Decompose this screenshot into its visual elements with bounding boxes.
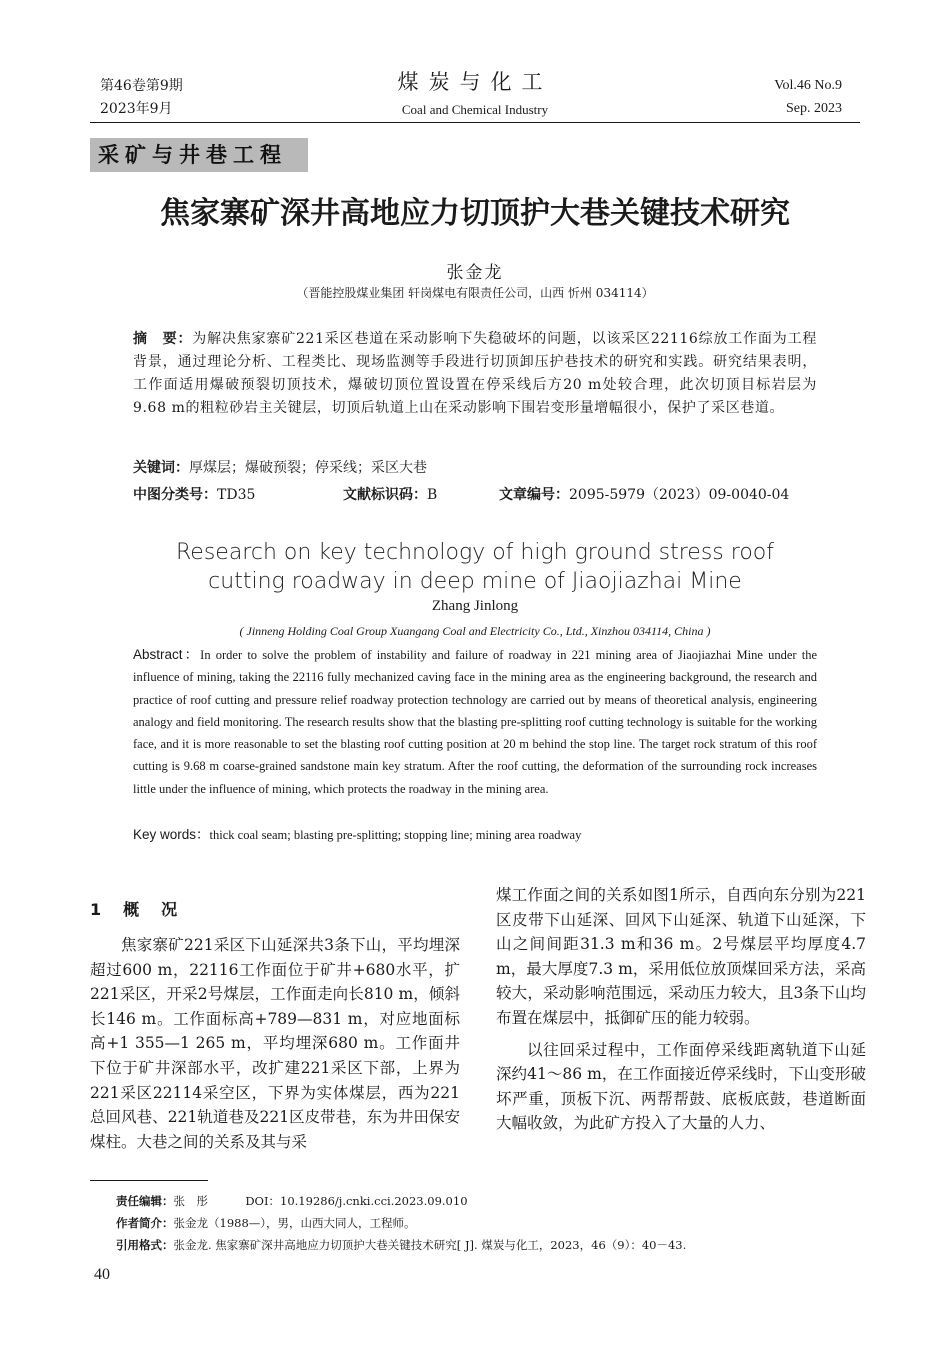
footnote-citation: 引用格式：张金龙. 焦家寨矿深井高地应力切顶护大巷关键技术研究[ J]. 煤炭与化工，2023，46（9）：40－43. [116,1238,687,1252]
doi-label: DOI： [245,1194,281,1208]
paper-title-cn: 焦家寨矿深井高地应力切顶护大巷关键技术研究 [160,196,790,231]
title-en-line-1: Research on key technology of high ground stress roof [176,540,774,565]
doc-code: 文献标识码：B [343,487,438,503]
abstract-en-label: Abstract： [133,647,201,662]
keywords-cn-text: 厚煤层；爆破预裂；停采线；采区大巷 [189,460,427,476]
body-column-right [496,883,866,1136]
author-cn: 张金龙 [446,263,504,283]
keywords-cn [133,457,427,480]
keywords-en-label: Key words： [133,827,210,842]
abstract-cn-label: 摘 要： [133,331,193,347]
section-tag: 采矿与井巷工程 [90,138,308,172]
author-en: Zhang Jinlong [431,598,519,614]
keywords-en-text: thick coal seam; blasting pre-splitting; stopping line; mining area roadway [209,828,582,842]
article-number: 文章编号：2095-5979（2023）09-0040-04 [499,487,790,503]
footnote-editor: 责任编辑：张 彤 DOI：10.19286/j.cnki.cci.2023.09.010 [116,1194,468,1208]
journal-title-en: Coal and Chemical Industry [401,102,549,117]
paper-title-en [0,538,950,596]
journal-title-cn: 煤炭与化工 [397,70,553,94]
header-date-en: Sep. 2023 [786,101,842,116]
page-number: 40 [94,1266,110,1283]
keywords-cn-label: 关键词： [133,460,189,476]
footnote-divider [90,1180,208,1181]
affiliation-cn: （晋能控股煤业集团 轩岗煤电有限责任公司，山西 忻州 034114） [296,286,654,300]
title-en-line-2: cutting roadway in deep mine of Jiaojiazhai Mine [208,569,742,594]
keywords-en [133,824,581,846]
affiliation-en: ( Jinneng Holding Coal Group Xuangang Coal and Electricity Co., Ltd., Xinzhou 034114, China ) [239,624,711,638]
header-volume-en: Vol.46 No.9 [774,78,842,93]
header-date-cn: 2023年9月 [100,101,173,117]
section-heading: 1 概 况 [90,900,181,919]
header-volume-cn: 第46卷第9期 [100,78,183,94]
doi-link[interactable]: 10.19286/j.cnki.cci.2023.09.010 [280,1194,468,1208]
body-paragraph: 以往回采过程中，工作面停采线距离轨道下山延深约41～86 m，在工作面接近停采线时，下山变形破坏严重，顶板下沉、两帮帮鼓、底板底鼓，巷道断面大幅收敛，为此矿方投入了大量的人力、 [496,1040,866,1133]
header-divider [90,122,860,123]
abstract-en-text: In order to solve the problem of instability and failure of roadway in 221 mining area of Jiaojiazhai Mine under the influence of mining, taking the 22116 fully mechanized caving face in the mining area as the engineering background, the research and practice of roof cutting and pressure relief roadway protection technology are carried out by means of theoretical analysis, engineering analogy and field monitoring. The research results show that the blasting pre-splitting roof cutting technology is suitable for the working face, and it is more reasonable to set the blasting roof cutting position at 20 m behind the stop line. The target rock stratum of this roof cutting is 9.68 m coarse-grained sandstone main key stratum. After the roof cutting, the deformation of the surrounding rock increases little under the influence of mining, which protects the roadway in the mining area. [133,648,817,796]
body-column-left [90,933,460,1154]
abstract-en [133,644,817,800]
clc-code: 中图分类号：TD35 [133,487,256,503]
abstract-cn-text: 为解决焦家寨矿221采区巷道在采动影响下失稳破坏的问题，以该采区22116综放工作面为工程背景，通过理论分析、工程类比、现场监测等手段进行切顶卸压护巷技术的研究和实践。研究结果表明，工作面适用爆破预裂切顶技术，爆破切顶位置设置在停采线后方20 m处较合理，此次切顶目标岩层为9.68 m的粗粒砂岩主关键层，切顶后轨道上山在采动影响下围岩变形量增幅很小，保护了采区巷道。 [133,331,817,416]
body-paragraph: 煤工作面之间的关系如图1所示，自西向东分别为221区皮带下山延深、回风下山延深、轨道下山延深，下山之间间距31.3 m和36 m。2号煤层平均厚度4.7 m，最大厚度7.3 m，采用低位放顶煤回采方法，采高较大，采动影响范围远，采动压力较大，且3条下山均布置在煤层中，抵御矿压的能力较弱。 [496,886,866,1027]
abstract-cn [133,328,817,420]
footnote-bio: 作者简介：张金龙（1988—），男，山西大同人，工程师。 [116,1216,416,1230]
body-paragraph: 焦家寨矿221采区下山延深共3条下山，平均埋深超过600 m，22116工作面位于矿井+680水平，扩221采区，开采2号煤层，工作面走向长810 m，倾斜长146 m。工作面标高+789—831 m，对应地面标高+1 355—1 265 m，平均埋深680 m。工作面井下位于矿井深部水平，改扩建221采区下部，上界为221采区22114采空区，下界为实体煤层，西为221总回风巷、221轨道巷及221区皮带巷，东为井田保安煤柱。大巷之间的关系及其与采 [90,936,460,1151]
